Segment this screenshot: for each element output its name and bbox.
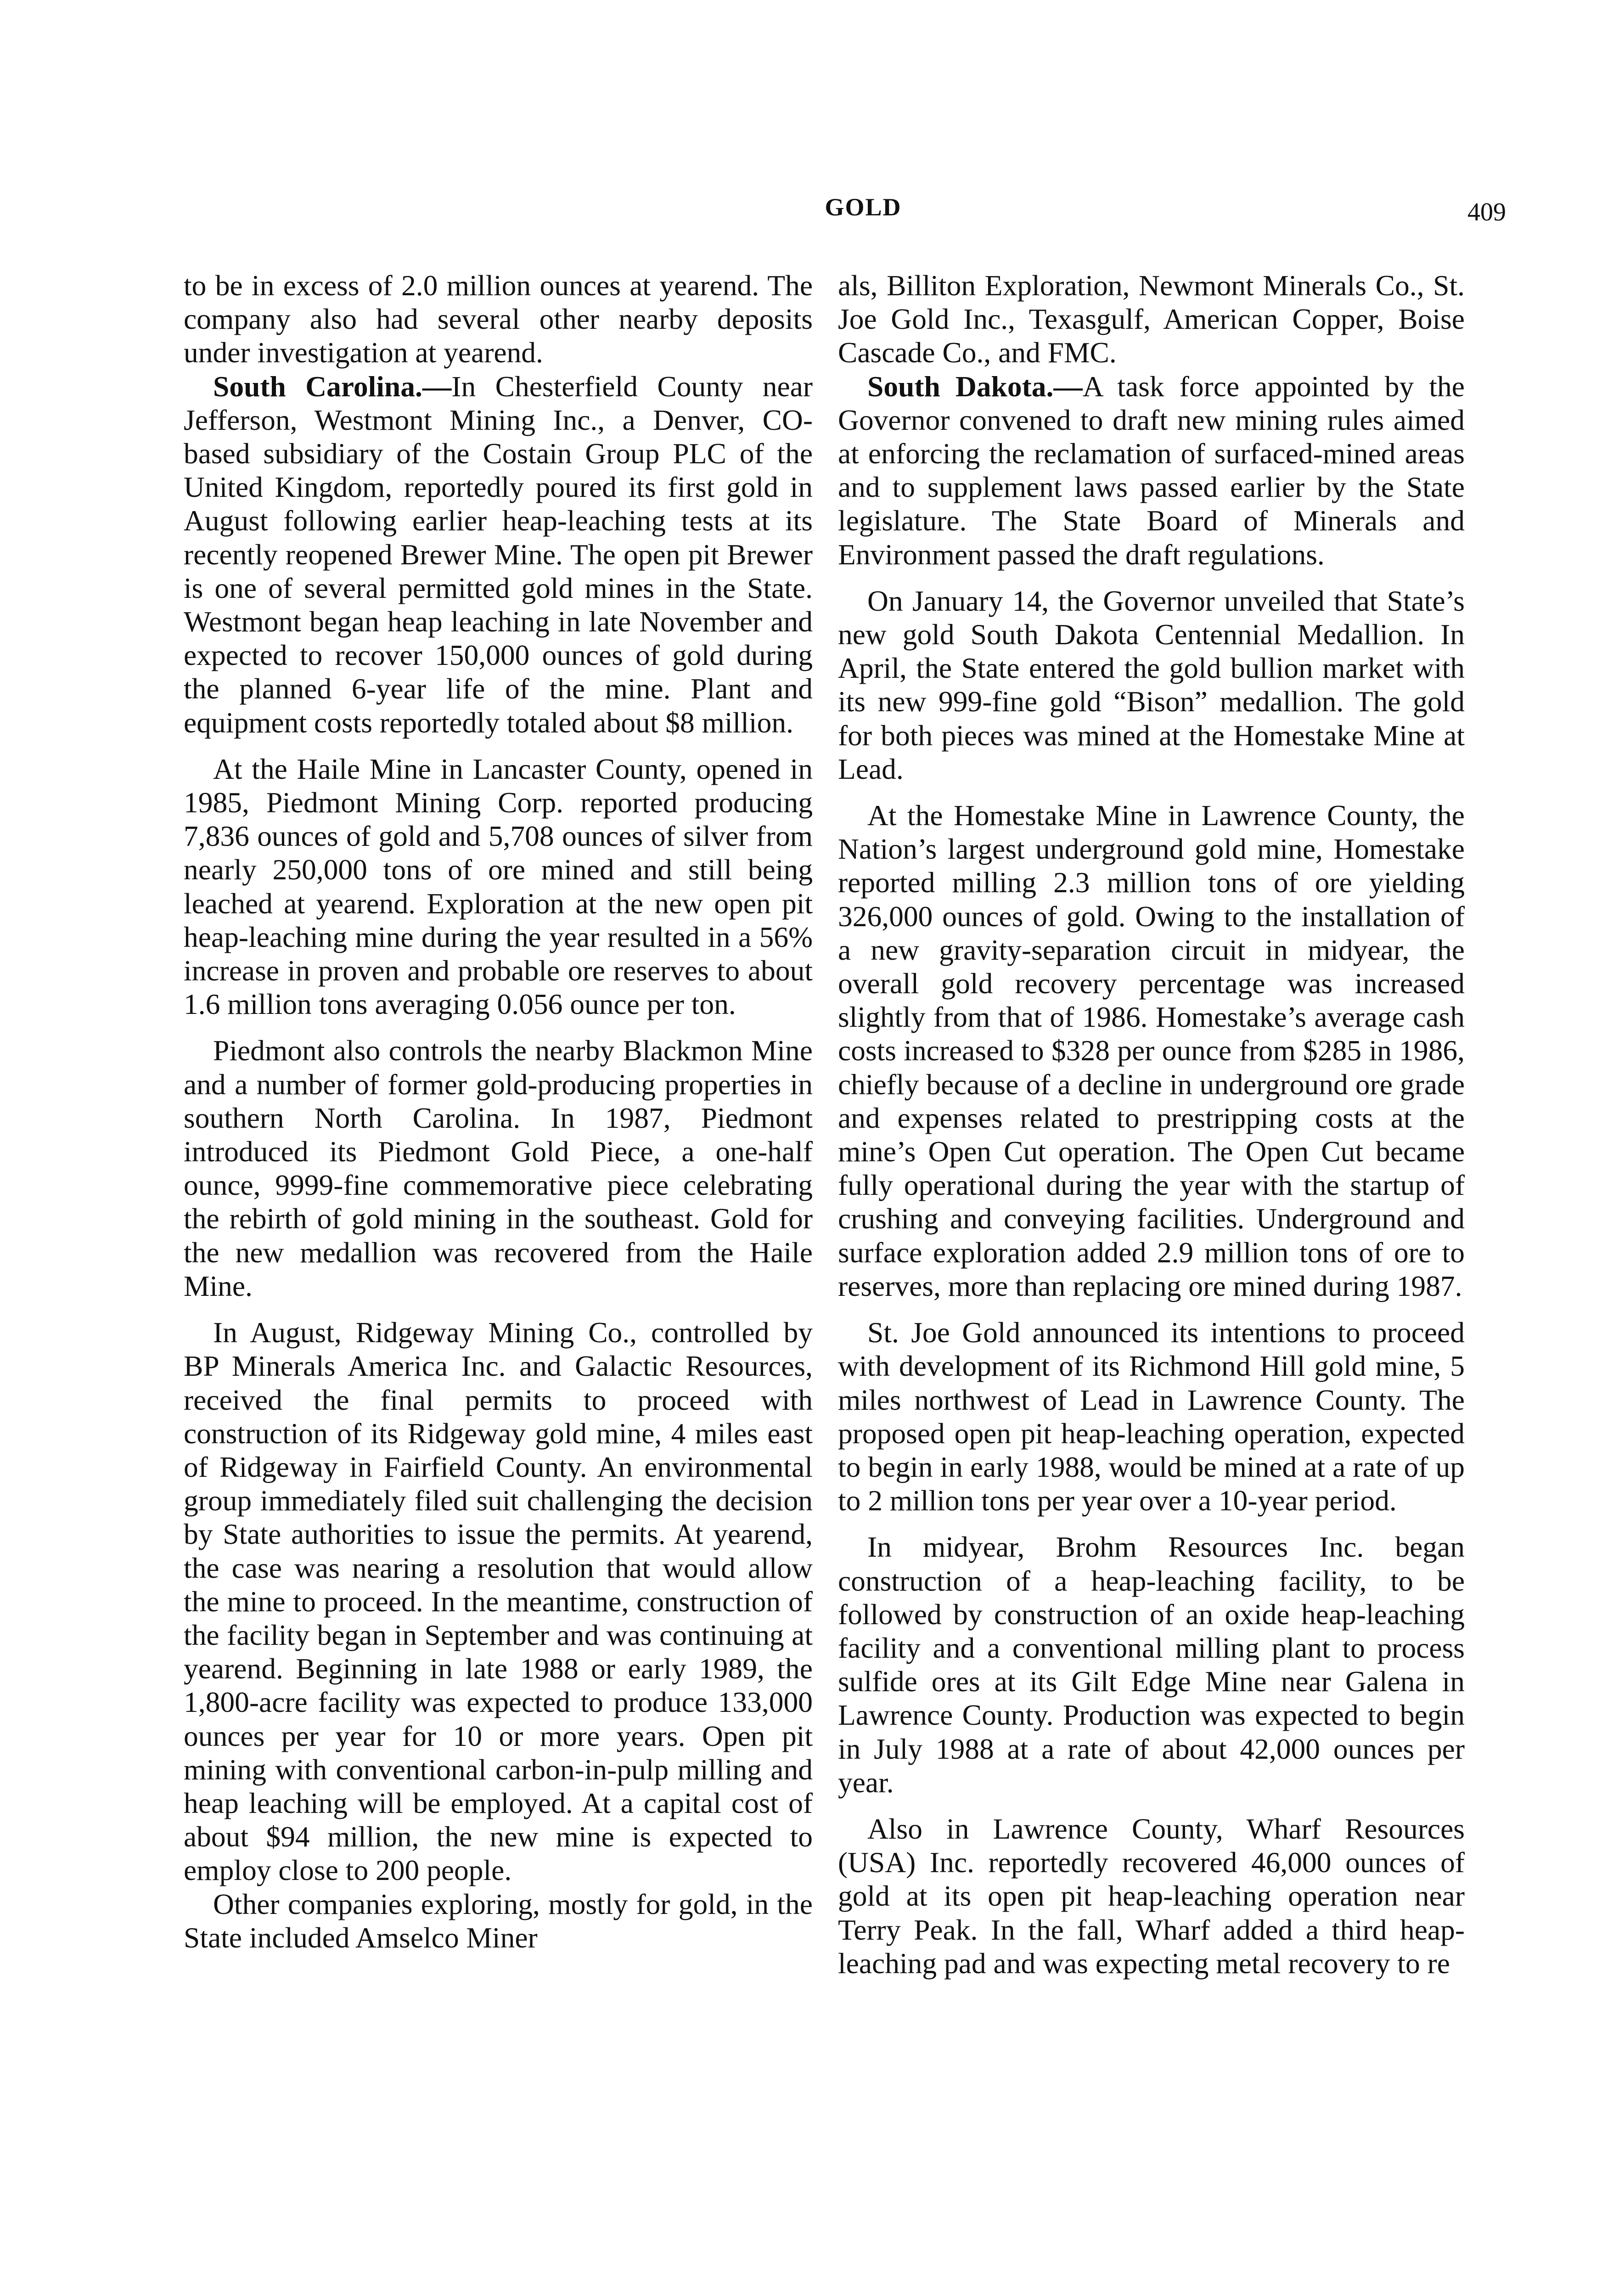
paragraph-text: In Chesterfield County near Jefferson, Westmont Mining Inc., a Denver, CO-based subsidiary of the Costain Group PLC of the United Kingdom, reportedly poured its first gold in August following earlier heap-leaching tests at its recently reopened Brewer Mine. The open pit Brewer is one of several permitted gold mines in the State. Westmont began heap leaching in late November and expected to recover 150,000 ounces of gold during the planned 6-year life of the mine. Plant and equipment costs reportedly totaled about $8 million. xyxy=(184,370,813,739)
page-number: 409 xyxy=(1467,198,1506,226)
left-column xyxy=(184,269,813,1954)
paragraph-continuation: to be in excess of 2.0 million ounces at yearend. The company also had several other nearby deposits under investigation at yearend. xyxy=(184,269,813,369)
right-column xyxy=(838,269,1465,1980)
paragraph-brohm: In midyear, Brohm Resources Inc. began construction of a heap-leaching facility, to be followed by construction of an oxide heap-leaching facility and a conventional milling plant to process sulfide ores at its Gilt Edge Mine near Galena in Lawrence County. Production was expected to begin in July 1988 at a rate of about 42,000 ounces per year. xyxy=(838,1531,1465,1799)
paragraph-ridgeway: In August, Ridgeway Mining Co., controlled by BP Minerals America Inc. and Galactic Resources, received the final permits to proceed with construction of its Ridgeway gold mine, 4 miles east of Ridgeway in Fairfield County. An environmental group immediately filed suit challenging the decision by State authorities to issue the permits. At yearend, the case was nearing a resolution that would allow the mine to proceed. In the meantime, construction of the facility began in September and was continuing at yearend. Beginning in late 1988 or early 1989, the 1,800-acre facility was expected to produce 133,000 ounces per year for 10 or more years. Open pit mining with conventional carbon-in-pulp milling and heap leaching will be employed. At a capital cost of about $94 million, the new mine is expected to employ close to 200 people. xyxy=(184,1316,813,1887)
paragraph-medallion: On January 14, the Governor unveiled that State’s new gold South Dakota Centennial Medallion. In April, the State entered the gold bullion market with its new 999-fine gold “Bison” medallion. The gold for both pieces was mined at the Homestake Mine at Lead. xyxy=(838,584,1465,785)
paragraph-haile-mine: At the Haile Mine in Lancaster County, opened in 1985, Piedmont Mining Corp. reported producing 7,836 ounces of gold and 5,708 ounces of silver from nearly 250,000 tons of ore mined and still being leached at yearend. Exploration at the new open pit heap-leaching mine during the year resulted in a 56% increase in proven and probable ore reserves to about 1.6 million tons averaging 0.056 ounce per ton. xyxy=(184,752,813,1021)
paragraph-south-carolina xyxy=(184,370,813,739)
paragraph-wharf: Also in Lawrence County, Wharf Resources (USA) Inc. reportedly recovered 46,000 ounces of gold at its open pit heap-leaching operation near Terry Peak. In the fall, Wharf added a third heap-leaching pad and was expecting metal recovery to re xyxy=(838,1812,1465,1980)
paragraph-other-companies: Other companies exploring, mostly for gold, in the State included Amselco Miner xyxy=(184,1887,813,1954)
paragraph-richmond-hill: St. Joe Gold announced its intentions to proceed with development of its Richmond Hill gold mine, 5 miles northwest of Lead in Lawrence County. The proposed open pit heap-leaching operation, expected to begin in early 1988, would be mined at a rate of up to 2 million tons per year over a 10-year period. xyxy=(838,1316,1465,1517)
section-heading-south-dakota: South Dakota.— xyxy=(867,370,1083,403)
paragraph-continuation: als, Billiton Exploration, Newmont Minerals Co., St. Joe Gold Inc., Texasgulf, American Copper, Boise Cascade Co., and FMC. xyxy=(838,269,1465,369)
running-title: GOLD xyxy=(825,193,902,221)
paragraph-homestake: At the Homestake Mine in Lawrence County, the Nation’s largest underground gold mine, Homestake reported milling 2.3 million tons of ore yielding 326,000 ounces of gold. Owing to the installation of a new gravity-separation circuit in midyear, the overall gold recovery percentage was increased slightly from that of 1986. Homestake’s average cash costs increased to $328 per ounce from $285 in 1986, chiefly because of a decline in underground ore grade and expenses related to prestripping costs at the mine’s Open Cut operation. The Open Cut became fully operational during the year with the startup of crushing and conveying facilities. Underground and surface exploration added 2.9 million tons of ore to reserves, more than replacing ore mined during 1987. xyxy=(838,799,1465,1302)
paragraph-piedmont: Piedmont also controls the nearby Blackmon Mine and a number of former gold-producing properties in southern North Carolina. In 1987, Piedmont introduced its Piedmont Gold Piece, a one-half ounce, 9999-fine commemorative piece celebrating the rebirth of gold mining in the southeast. Gold for the new medallion was recovered from the Haile Mine. xyxy=(184,1034,813,1302)
section-heading-south-carolina: South Carolina.— xyxy=(213,370,452,403)
paragraph-south-dakota xyxy=(838,370,1465,571)
paragraph-text: A task force appointed by the Governor convened to draft new mining rules aimed at enforcing the reclamation of surfaced-mined areas and to supplement laws passed earlier by the State legislature. The State Board of Minerals and Environment passed the draft regulations. xyxy=(838,370,1465,571)
